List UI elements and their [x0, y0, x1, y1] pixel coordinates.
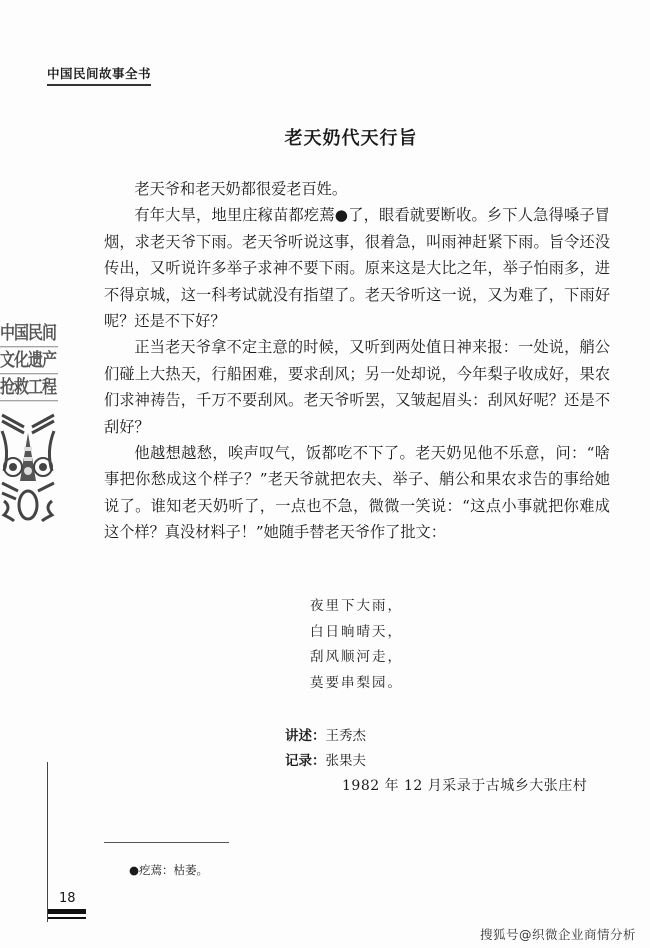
poem-line: 白日晌晴天，: [310, 623, 403, 640]
heritage-project-logo: [0, 322, 58, 527]
page-number: 18: [59, 891, 76, 906]
poem-line: 刮风顺河走，: [310, 649, 403, 665]
narrator-label: 讲述：: [285, 728, 326, 744]
poem: [310, 594, 403, 696]
page-number-bar-thin: [48, 917, 86, 919]
margin-rule: [47, 762, 48, 922]
logo-line: 抢救工程: [0, 374, 58, 402]
story-title: 老天奶代天行旨: [284, 128, 418, 149]
footnote-divider: [104, 842, 229, 843]
recorder-name: 张果夫: [325, 753, 366, 769]
paragraph: 有年大旱，地里庄稼苗都疙蔫●了，眼看就要断收。乡下人急得嗓子冒烟，求老天爷下雨。老天爷听说这事，很着急，叫雨神赶紧下雨。旨令还没传出，又听说许多举子求神不要下雨。原来这是大比之年，举子怕雨多，进不得京城，这一科考试就没有指望了。老天爷听这一说，又为难了，下雨好呢？还是不下好？: [104, 206, 610, 331]
story-body: [104, 176, 610, 546]
logo-line: 文化遗产: [0, 347, 58, 375]
series-title: 中国民间故事全书: [47, 64, 151, 86]
narrator-name: 王秀杰: [325, 728, 366, 744]
paragraph: 老天爷和老天奶都很爱老百姓。: [134, 180, 348, 198]
page-number-bar: [48, 909, 86, 914]
logo-line: 中国民间: [0, 320, 58, 348]
footnote: ●疙蔫：枯萎。: [129, 863, 209, 877]
narrator-row: [285, 724, 587, 749]
poem-line: 莫要串梨园。: [310, 674, 403, 691]
paragraph: 正当老天爷拿不定主意的时候，又听到两处值日神来报：一处说，艄公们碰上大热天，行船困难，要求刮风；另一处却说，今年梨子收成好，果农们求神祷告，千万不要刮风。老天爷听罢，又皱起眉头：刮风好呢？还是不刮好？: [104, 338, 610, 436]
recorder-label: 记录：: [285, 753, 326, 769]
paragraph: 他越想越愁，唉声叹气，饭都吃不下了。老天奶见他不乐意，问：“啥事把你愁成这个样子？”老天爷就把农夫、举子、艄公和果农求告的事给她说了。谁知老天奶听了，一点也不急，微微一笑说：“这点小事就把你难成这个样？真没材料子！”她随手替老天爷作了批文：: [104, 444, 610, 542]
recorder-row: [285, 749, 587, 774]
collection-note: 1982 年 12 月采录于古城乡大张庄村: [342, 778, 588, 794]
opera-mask-icon: [0, 411, 56, 523]
poem-line: 夜里下大雨，: [310, 598, 403, 614]
watermark: 搜狐号@织微企业商情分析: [479, 927, 636, 942]
credits: [285, 724, 587, 799]
